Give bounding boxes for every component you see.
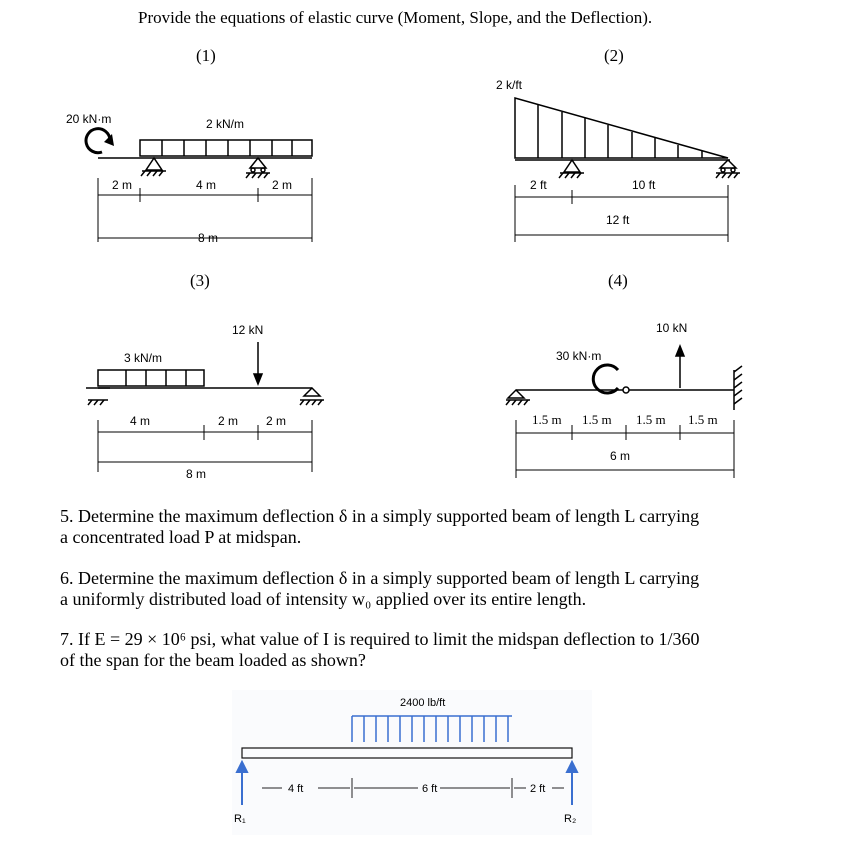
figure-1-total: 8 m [198,231,219,245]
page-heading: Provide the equations of elastic curve (Moment, Slope, and the Deflection). [138,8,653,27]
figure-3-number: (3) [190,271,210,290]
figure-3-dim-1: 4 m [130,414,151,428]
question-6-line-2: a uniformly distributed load of intensity w₀ applied over its entire length. [60,589,587,609]
figure-2-dim-2: 10 ft [632,178,656,192]
question-7-line-1: 7. If E = 29 × 10⁶ psi, what value of I is required to limit the midspan deflection to 1/360 [60,629,700,649]
figure-4-number: (4) [608,271,628,290]
figure-3-dim-3: 2 m [266,414,287,428]
figure-4-moment-label: 30 kN·m [556,349,602,363]
figure-1-dim-1: 2 m [112,178,133,192]
figure-7-reaction-2-label: R₂ [564,813,577,825]
figure-1-dim-2: 4 m [196,178,217,192]
figure-4-point-load-label: 10 kN [656,321,688,335]
figure-2-number: (2) [604,46,624,65]
figure-2-total: 12 ft [606,213,630,227]
figure-1-dim-3: 2 m [272,178,293,192]
figure-7-reaction-1-label: R₁ [234,813,246,825]
figure-3-load-label: 3 kN/m [124,351,163,365]
figure-7-dim-1: 4 ft [288,783,304,795]
figure-4-dim-2: 1.5 m [582,412,612,427]
figure-3-point-load-label: 12 kN [232,323,264,337]
question-6-line-1: 6. Determine the maximum deflection δ in a simply supported beam of length L carrying [60,568,700,588]
figure-4-dim-4: 1.5 m [688,412,718,427]
figure-1-moment-label: 20 kN·m [66,112,112,126]
figure-3-dim-2: 2 m [218,414,239,428]
figure-3-total: 8 m [186,467,207,481]
figure-1-number: (1) [196,46,216,65]
question-5-line-1: 5. Determine the maximum deflection δ in a simply supported beam of length L carrying [60,506,700,526]
figure-2-load-label: 2 k/ft [496,78,523,92]
question-5-line-2: a concentrated load P at midspan. [60,527,302,547]
figure-7-background [232,690,592,835]
figure-7-dim-2: 6 ft [422,783,438,795]
question-7-line-2: of the span for the beam loaded as shown? [60,650,366,670]
figure-2-dim-1: 2 ft [530,178,547,192]
figure-1-load-label: 2 kN/m [206,117,245,131]
figure-7-load-label: 2400 lb/ft [400,697,446,709]
figure-4-dim-3: 1.5 m [636,412,666,427]
figure-4-total: 6 m [610,449,631,463]
figure-4-dim-1: 1.5 m [532,412,562,427]
figure-7-dim-3: 2 ft [530,783,546,795]
